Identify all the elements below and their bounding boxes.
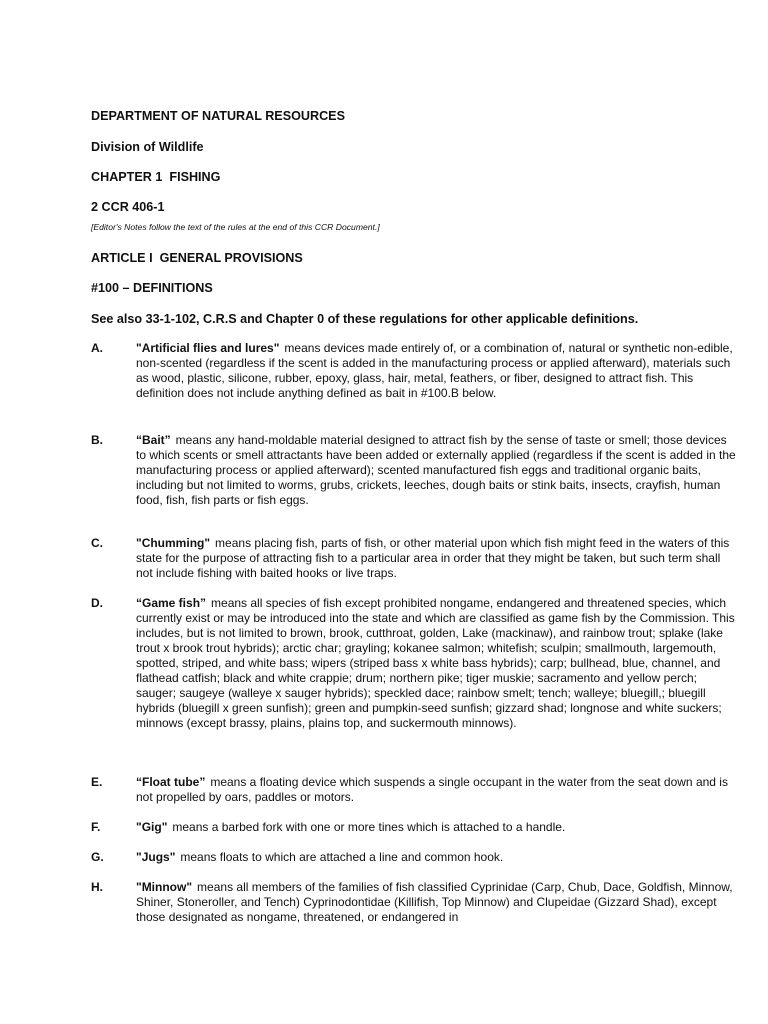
definition-term: "Chumming" [136,536,211,550]
definition-term: "Jugs" [136,850,176,864]
definition-term: “Game fish” [136,596,207,610]
definition-text: means a barbed fork with one or more tines which is attached to a handle. [172,820,566,834]
definition-text: means any hand-moldable material designed to attract fish by the sense of taste or smell; those devices to which scents or smell attractants have been added or externally applied (regardless if the scent is added in the manufacturing process or applied afterward); scented manufactured fish eggs and traditional organic baits, including but not limited to worms, grubs, crickets, leeches, dough baits or stink baits, insects, crayfish, human food, fish, fish parts or fish eggs. [136,433,736,507]
definition-letter: A. [91,341,103,355]
definition-item-gig [91,820,736,835]
definition-text: means floats to which are attached a line and common hook. [180,850,504,864]
definition-text: means placing fish, parts of fish, or other material upon which fish might feed in the waters of this state for the purpose of attracting fish to a particular area in order that they might be taken, but such term shall not include fishing with baited hooks or live traps. [136,536,730,580]
definition-item-artificial-flies [91,341,736,401]
division-heading: Division of Wildlife [91,140,204,154]
definition-item-chumming [91,536,736,581]
definition-item-game-fish [91,596,736,731]
definition-letter: B. [91,433,103,447]
definition-term: “Bait” [136,433,171,447]
definition-term: “Float tube” [136,775,206,789]
article-heading: ARTICLE I GENERAL PROVISIONS [91,251,303,265]
chapter-heading: CHAPTER 1 FISHING [91,170,221,184]
section-heading: #100 – DEFINITIONS [91,281,213,295]
department-heading: DEPARTMENT OF NATURAL RESOURCES [91,109,345,123]
definition-item-minnow [91,880,736,925]
definition-text: means devices made entirely of, or a combination of, natural or synthetic non-edible, non-scented (regardless if the scent is added in the manufacturing process or applied afterward), materials such as wood, plastic, silicone, rubber, epoxy, glass, hair, metal, feathers, or fiber, designed to attract fish. This definition does not include anything defined as bait in #100.B below. [136,341,733,400]
definition-item-bait [91,433,736,508]
editors-note: [Editor's Notes follow the text of the rules at the end of this CCR Document.] [91,222,380,232]
definition-item-jugs [91,850,736,865]
definition-letter: H. [91,880,103,894]
definition-item-float-tube [91,775,736,805]
definition-term: "Minnow" [136,880,193,894]
definition-text: means all species of fish except prohibited nongame, endangered and threatened species, which currently exist or may be introduced into the state and which are classified as game fish by the Commission. This includes, but is not limited to brown, brook, cutthroat, golden, Lake (mackinaw), and rainbow trout; splake (lake trout x brook trout hybrids); arctic char; grayling; kokanee salmon; whitefish; sculpin; smallmouth, largemouth, spotted, striped, and white bass; wipers (striped bass x white bass hybrids); carp; bullhead, blue, channel, and flathead catfish; black and white crappie; drum; northern pike; tiger muskie; sacramento and yellow perch; sauger; saugeye (walleye x sauger hybrids); speckled dace; rainbow smelt; tench; walleye; bluegill,; bluegill hybrids (bluegill x green sunfish); green and pumpkin-seed sunfish; gizzard shad; longnose and white suckers; minnows (except brassy, plains, plains top, and suckermouth minnows). [136,596,735,730]
definition-text: means a floating device which suspends a single occupant in the water from the seat down and is not propelled by oars, paddles or motors. [136,775,728,804]
definition-letter: C. [91,536,103,550]
definition-text: means all members of the families of fish classified Cyprinidae (Carp, Chub, Dace, Goldfish, Minnow, Shiner, Stoneroller, and Tench) Cyprinodontidae (Killifish, Top Minnow) and Clupeidae (Gizzard Shad), except those designated as nongame, threatened, or endangered in [136,880,733,924]
definition-letter: E. [91,775,103,789]
ccr-heading: 2 CCR 406-1 [91,200,165,214]
definition-letter: D. [91,596,103,610]
definition-letter: G. [91,850,104,864]
see-also-heading: See also 33-1-102, C.R.S and Chapter 0 of these regulations for other applicable definitions. [91,312,639,326]
definition-term: "Artificial flies and lures" [136,341,280,355]
definition-term: "Gig" [136,820,168,834]
definition-letter: F. [91,820,101,834]
